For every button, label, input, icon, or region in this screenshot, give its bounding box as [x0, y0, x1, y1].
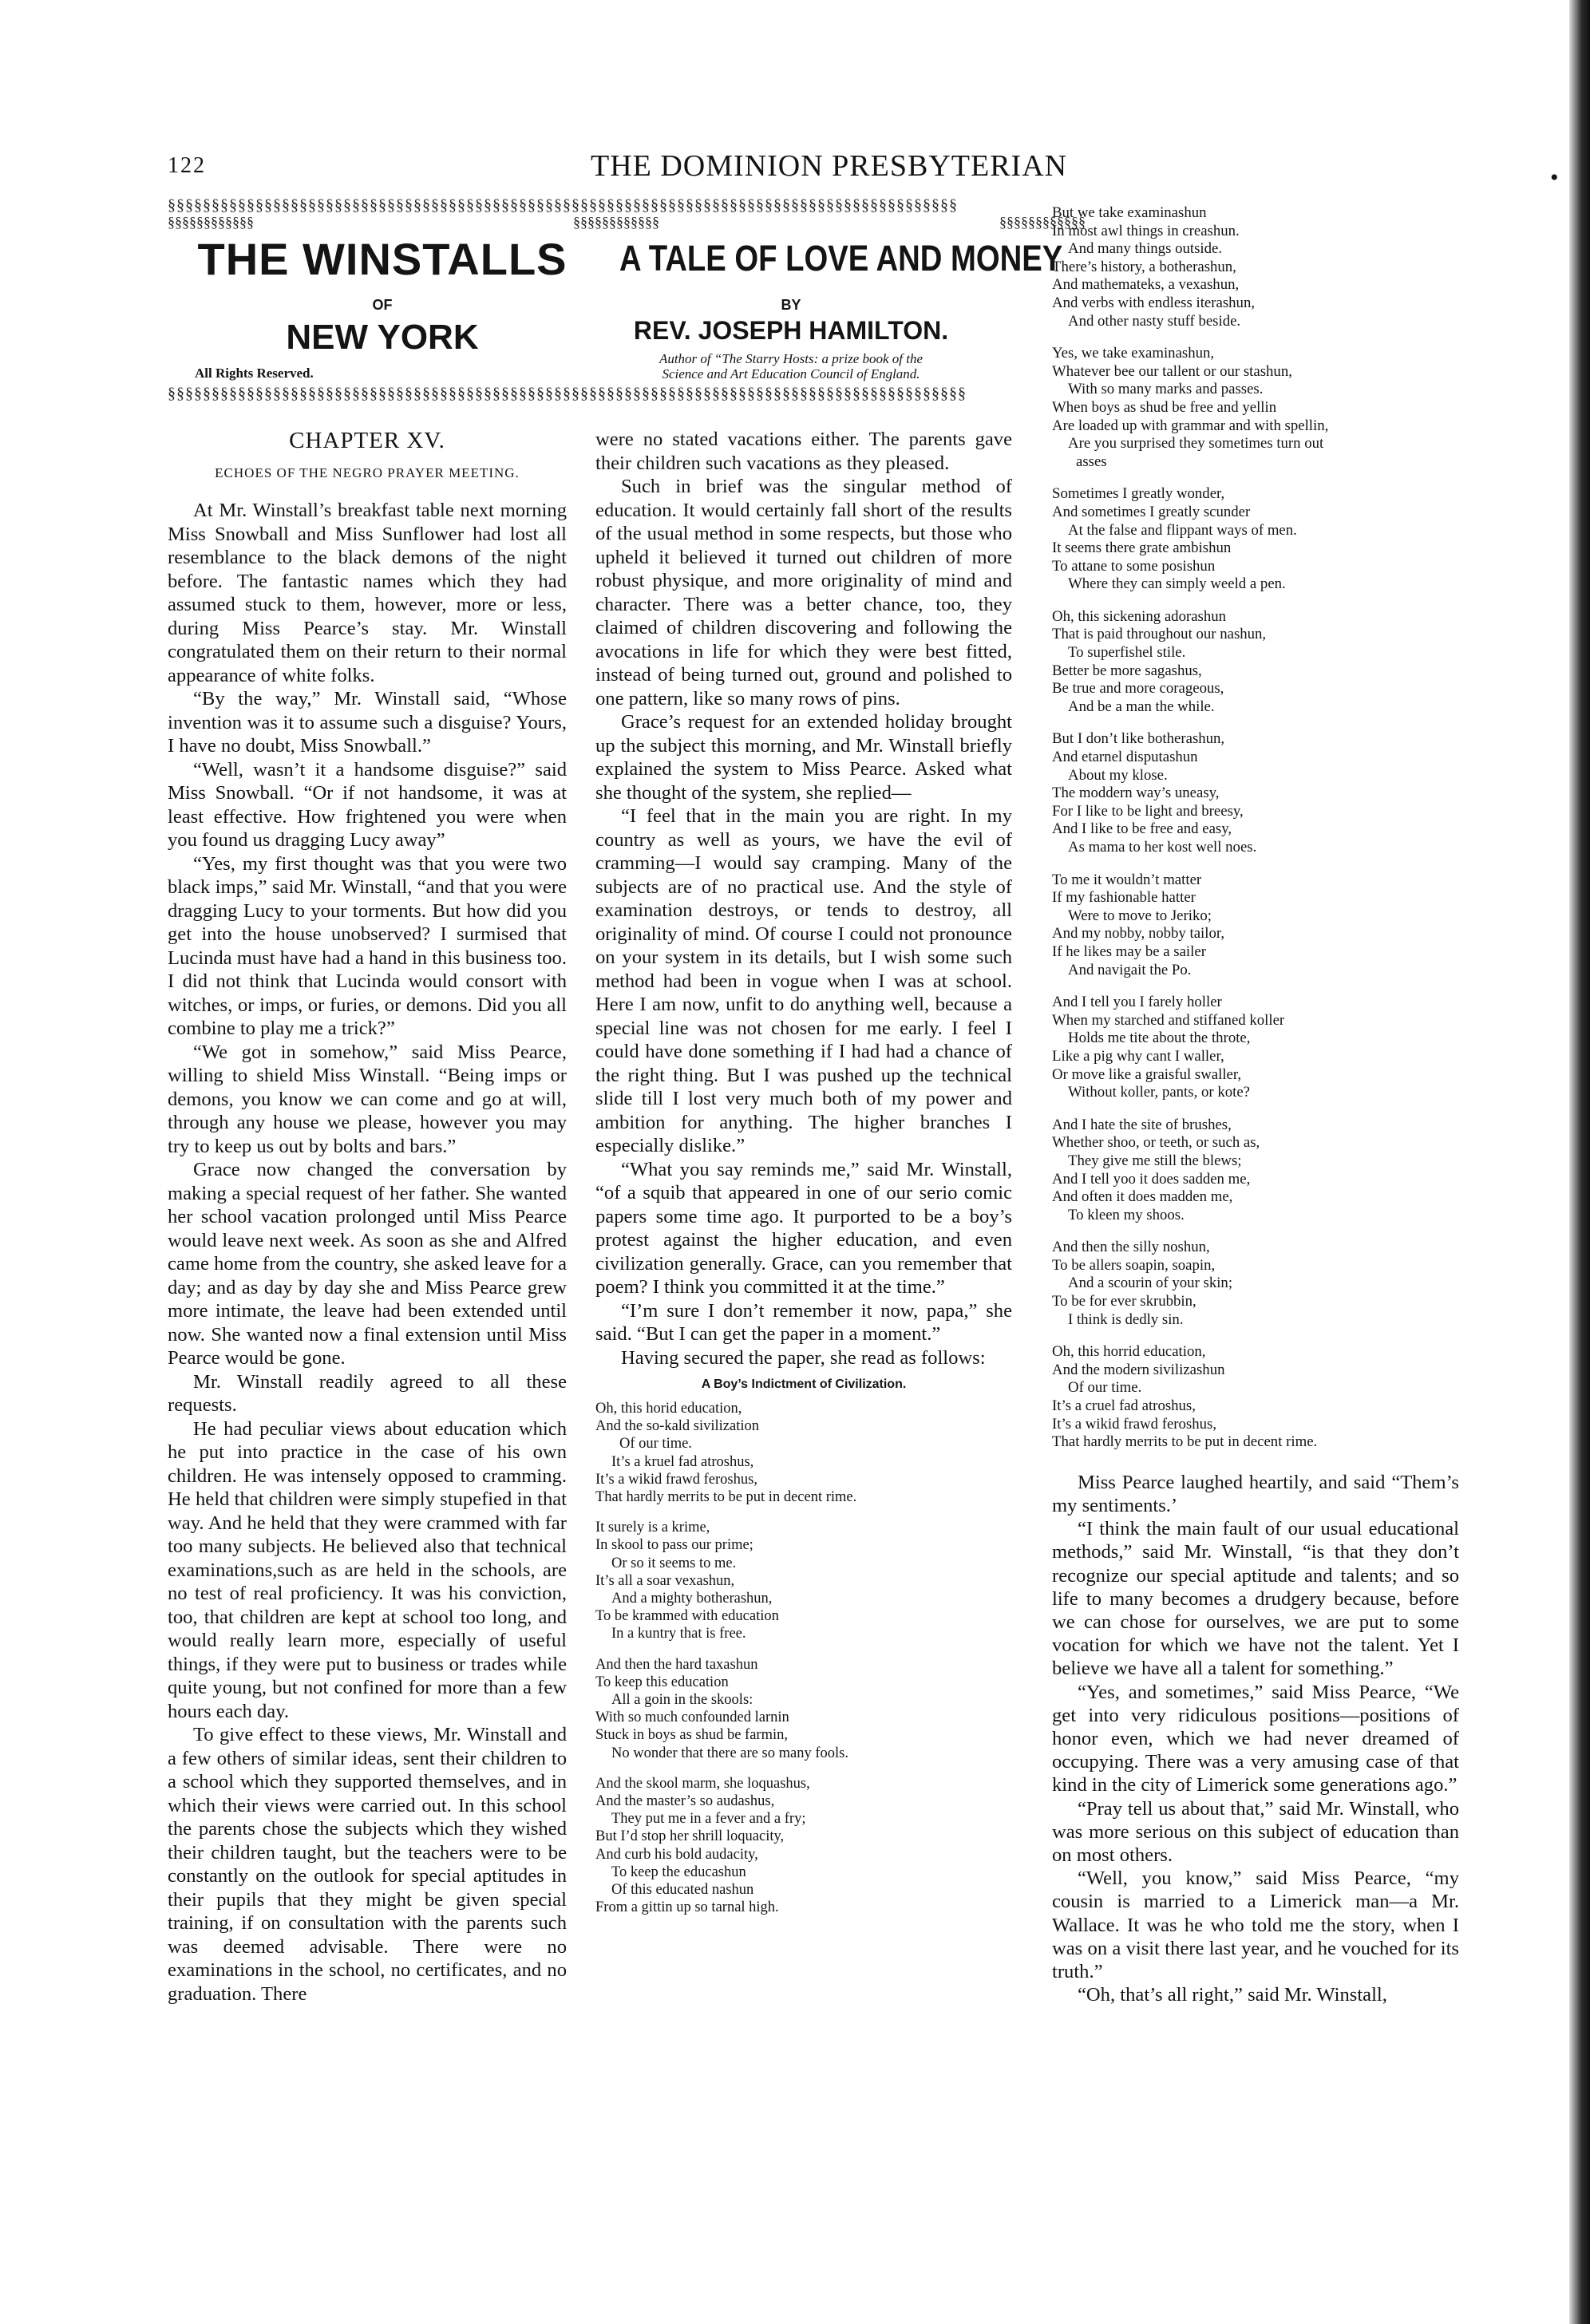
poem-stanza: [1052, 204, 1459, 330]
poem-line: To keep the educashun: [611, 1864, 746, 1880]
text-column-1: [168, 428, 567, 2006]
poem-line: In a kuntry that is free.: [611, 1626, 746, 1642]
paragraph: “What you say reminds me,” said Mr. Winstall, “of a squib that appeared in one of our serio comic papers some time ago. It purported to be a boy’s protest against the higher education, and even civilization generally. Grace, can you remember that poem? I think you committed it at the time.”: [595, 1158, 1012, 1298]
poem-stanza: [1052, 1343, 1459, 1452]
paragraph: Such in brief was the singular method of education. It would certainly fall short of the results of the usual method in some respects, but those who upheld it believed it turned out children of more robust physique, and more originality of mind and character. There was a better chance, too, they claimed of children discovering and following the avocations in life for which they were best fitted, instead of being turned out, ground and polished to one pattern, like so many rows of pins.: [595, 476, 1012, 709]
poem-line: But I don’t like botherashun,: [1052, 730, 1225, 748]
poem-line: Without koller, pants, or kote?: [1068, 1084, 1250, 1101]
poem-line: When boys as shud be free and yellin: [1052, 398, 1277, 416]
poem-line: Or move like a graisful swaller,: [1052, 1065, 1242, 1083]
chapter-heading: CHAPTER XV.: [289, 428, 445, 453]
poem-line: It’s a wikid frawd feroshus,: [595, 1471, 757, 1488]
poem-line: But I’d stop her shrill loquacity,: [595, 1828, 785, 1845]
paragraph: “Oh, that’s all right,” said Mr. Winstall,: [1078, 1984, 1387, 2006]
poem-line: And I tell yoo it does sadden me,: [1052, 1170, 1251, 1188]
paragraph: At Mr. Winstall’s breakfast table next morning Miss Snowball and Miss Sunflower had lost all resemblance to the black demons of the night before. The fantastic names which they had assumed stuck to them, however, more or less, during Miss Pearce’s stay. Mr. Winstall congratulated them on their return to their normal appearance of white folks.: [168, 500, 567, 686]
poem-stanza: [595, 1775, 1012, 1917]
poem-line: Stuck in boys as shud be farmin,: [595, 1727, 788, 1744]
poem-line: And the master’s so audashus,: [595, 1793, 775, 1810]
paragraph: Grace’s request for an extended holiday brought up the subject this morning, and Mr. Winstall briefly explained the system to Miss Pearce. Asked what she thought of the system, she replied—: [595, 711, 1012, 804]
poem-line: From a gittin up so tarnal high.: [595, 1899, 779, 1916]
poem-line: Of our time.: [1068, 1379, 1142, 1397]
poem-line: Where they can simply weeld a pen.: [1068, 575, 1286, 593]
poem-stanza: [1052, 1117, 1459, 1225]
poem-line: It’s all a soar vexashun,: [595, 1572, 735, 1589]
paragraph: To give effect to these views, Mr. Winstall and a few others of similar ideas, sent their children to a school which they supported themselves, and in which their views were carried out. In this school the parents chose the subjects which they wished their children taught, but the teachers were to be constantly on the outlook for special aptitudes in their pupils that they might be given special training, if on consultation with the parents such was deemed advisable. There were no examinations in the school, no certificates, and no graduation. There: [168, 1724, 567, 2005]
poem-line: Are loaded up with grammar and with spellin,: [1052, 417, 1329, 434]
poem-line: And I tell you I farely holler: [1052, 994, 1222, 1011]
poem-line: No wonder that there are so many fools.: [611, 1745, 848, 1761]
poem-line: It’s a kruel fad atroshus,: [611, 1453, 754, 1470]
poem-part-2: [1052, 204, 1459, 1452]
poem-line: And I like to be free and easy,: [1052, 820, 1232, 838]
poem-line: They give me still the blews;: [1068, 1152, 1242, 1169]
poem-stanza: [1052, 345, 1459, 471]
paragraph: “We got in somehow,” said Miss Pearce, willing to shield Miss Winstall. “Being imps or demons, you know we can come and go at will, through any house we please, however you may try to keep us out by bolts and bars.”: [168, 1041, 567, 1157]
scan-edge: [1569, 0, 1590, 2324]
poem-line: At the false and flippant ways of men.: [1068, 521, 1297, 539]
poem-line: To kleen my shoos.: [1068, 1206, 1185, 1223]
story-banner: [168, 196, 1086, 402]
column-3-body: [1052, 1471, 1459, 2007]
poem-stanza: [595, 1519, 1012, 1642]
paragraph: Miss Pearce laughed heartily, and said “Them’s my sentiments.’: [1052, 1471, 1459, 1517]
poem-line: The moddern way’s uneasy,: [1052, 785, 1220, 802]
poem-line: And mathemateks, a vexashun,: [1052, 276, 1240, 294]
paragraph: “I think the main fault of our usual educational methods,” said Mr. Winstall, “is that they don’t recognize our special aptitude and talents; and so life to many becomes a drudgery because, before we can chose for ourselves, we are put to some vocation for which we have not the talent. Yet I believe we have all a talent for something.”: [1052, 1518, 1459, 1680]
poem-stanza: [595, 1400, 1012, 1506]
rights-notice: All Rights Reserved.: [195, 366, 314, 381]
text-column-2: [595, 428, 1012, 1929]
poem-line: That hardly merrits to be put in decent rime.: [1052, 1433, 1318, 1451]
paragraph: “By the way,” Mr. Winstall said, “Whose invention was it to assume such a disguise? Yours, I have no doubt, Miss Snowball.”: [168, 688, 567, 757]
poem-line: And the so-kald sivilization: [595, 1418, 760, 1435]
paragraph: were no stated vacations either. The parents gave their children such vacations as they pleased.: [595, 429, 1012, 474]
poem-line: And navigait the Po.: [1068, 961, 1192, 978]
banner-title-line2: NEW YORK: [286, 318, 479, 357]
poem-line: If my fashionable hatter: [1052, 889, 1196, 907]
poem-line: And then the hard taxashun: [595, 1656, 758, 1673]
poem-line: Oh, this sickening adorashun: [1052, 607, 1227, 625]
paragraph: Having secured the paper, she read as follows:: [621, 1346, 986, 1369]
paragraph: “Well, wasn’t it a handsome disguise?” said Miss Snowball. “Or if not handsome, it was at least effective. How frightened you were when you found us dragging Lucy away”: [168, 758, 567, 851]
column-1-body: [168, 499, 567, 2006]
poem-part-1: [595, 1400, 1012, 1916]
poem-line: And many things outside.: [1068, 240, 1223, 258]
ornament-border-left: §§§§§§§§§§§§: [168, 214, 254, 230]
poem-line: To attane to some posishun: [1052, 557, 1216, 575]
poem-line: To be allers soapin, soapin,: [1052, 1256, 1216, 1274]
poem-line: To superfishel stile.: [1068, 644, 1186, 662]
poem-line: It seems there grate ambishun: [1052, 540, 1232, 557]
poem-line: It’s a cruel fad atroshus,: [1052, 1397, 1196, 1415]
paragraph: “I’m sure I don’t remember it now, papa,” she said. “But I can get the paper in a moment.”: [595, 1299, 1012, 1345]
paragraph: “Yes, my first thought was that you were two black imps,” said Mr. Winstall, “and that you were dragging Lucy to your torments. But how did you get into the house unobserved? I surmised that Lucinda must have had a hand in this business too. I did not think that Lucinda would consort with witches, or imps, or furies, or demons. Did you all combine to play me a trick?”: [168, 852, 567, 1039]
poem-line: Of this educated nashun: [611, 1882, 754, 1899]
poem-line: About my klose.: [1068, 766, 1168, 784]
poem-line: It surely is a krime,: [595, 1520, 710, 1536]
poem-line: And the skool marm, she loquashus,: [595, 1775, 810, 1792]
paragraph: Mr. Winstall readily agreed to all these requests.: [168, 1370, 567, 1416]
poem-line: Oh, this horid education,: [595, 1401, 742, 1417]
banner-subtitle: A TALE OF LOVE AND MONEY: [619, 238, 1063, 279]
column-2-body: [595, 428, 1012, 1370]
poem-line: Better be more sagashus,: [1052, 662, 1202, 679]
poem-line: When my starched and stiffaned koller: [1052, 1011, 1285, 1029]
poem-line: Holds me tite about the throte,: [1068, 1030, 1251, 1047]
poem-line: To be for ever skrubbin,: [1052, 1293, 1196, 1310]
ornament-border-right: §§§§§§§§§§§§: [999, 214, 1086, 230]
poem-stanza: [1052, 994, 1459, 1102]
poem-line: And the modern sivilizashun: [1052, 1361, 1225, 1378]
poem-stanza: [595, 1656, 1012, 1762]
banner-of: OF: [372, 297, 393, 313]
ornament-border-bottom: §§§§§§§§§§§§§§§§§§§§§§§§§§§§§§§§§§§§§§§§§§§§§§§§§§§§§§§§§§§§§§§§§§§§§§§§§§§§§§§§§§§§§§§§§§§: [168, 385, 967, 402]
poem-line: For I like to be light and breesy,: [1052, 802, 1244, 820]
poem-line: And a scourin of your skin;: [1068, 1275, 1233, 1292]
poem-line: They put me in a fever and a fry;: [611, 1811, 806, 1828]
poem-line: To be krammed with education: [595, 1608, 779, 1625]
poem-line: All a goin in the skools:: [611, 1692, 753, 1709]
poem-line: Like a pig why cant I waller,: [1052, 1047, 1224, 1065]
poem-line: asses: [1076, 453, 1107, 470]
poem-line: And be a man the while.: [1068, 698, 1215, 715]
poem-line: And then the silly noshun,: [1052, 1239, 1210, 1256]
paragraph: He had peculiar views about education which he put into practice in the case of his own children. He was intensely opposed to cramming. He held that children were simply stupefied in that way. And he held that they were crammed with far too many subjects. He believed also that technical examinations,such as are held in the schools, are no test of real proficiency. It was his conviction, too, that children are kept at school too long, and would really learn more, especially of useful things, if they were put to business or trades while quite young, but not confined for more than a few hours each day.: [168, 1417, 567, 1722]
poem-line: That hardly merrits to be put in decent rime.: [595, 1489, 857, 1506]
poem-line: Of our time.: [619, 1436, 692, 1452]
poem-line: With so many marks and passes.: [1068, 381, 1264, 398]
chapter-subheading: ECHOES OF THE NEGRO PRAYER MEETING.: [215, 465, 520, 480]
poem-line: But we take examinashun: [1052, 204, 1207, 221]
poem-stanza: [1052, 872, 1459, 980]
paragraph: “Yes, and sometimes,” said Miss Pearce, “We get into very ridiculous positions—positions of honor even, which we had never dreamed of occupying. There was a very amusing case of that kind in the city of Limerick some generations ago.”: [1052, 1681, 1459, 1796]
poem-line: And curb his bold audacity,: [595, 1846, 758, 1863]
page-number: 122: [168, 153, 206, 178]
poem-line: Are you surprised they sometimes turn out: [1068, 435, 1324, 453]
banner-by: BY: [781, 297, 801, 313]
text-column-3: [1052, 204, 1459, 2006]
poem-line: As mama to her kost well noes.: [1068, 839, 1257, 856]
poem-line: Or so it seems to me.: [611, 1555, 737, 1571]
ornament-border-middle: §§§§§§§§§§§§: [573, 214, 659, 230]
running-head: THE DOMINION PRESBYTERIAN: [591, 149, 1068, 183]
poem-line: And often it does madden me,: [1052, 1188, 1233, 1206]
margin-mark: •: [1550, 164, 1559, 191]
poem-line: And verbs with endless iterashun,: [1052, 294, 1256, 311]
poem-line: And etarnel disputashun: [1052, 749, 1198, 766]
author-credit-line1: Author of “The Starry Hosts: a prize book of the: [659, 351, 924, 366]
poem-line: In most awl things in creashun.: [1052, 222, 1240, 239]
banner-author: REV. JOSEPH HAMILTON.: [633, 316, 949, 345]
ornament-border-top: §§§§§§§§§§§§§§§§§§§§§§§§§§§§§§§§§§§§§§§§§§§§§§§§§§§§§§§§§§§§§§§§§§§§§§§§§§§§§§§§§§§§§§§§§§: [168, 196, 958, 214]
poem-line: And my nobby, nobby tailor,: [1052, 925, 1225, 943]
poem-line: It’s a wikid frawd feroshus,: [1052, 1415, 1217, 1433]
paragraph: “Pray tell us about that,” said Mr. Winstall, who was more serious on this subject of education than on most others.: [1052, 1797, 1459, 1867]
poem-line: Sometimes I greatly wonder,: [1052, 485, 1225, 503]
poem-stanza: [1052, 730, 1459, 856]
banner-title-line1: THE WINSTALLS: [197, 234, 568, 284]
poem-line: To keep this education: [595, 1674, 729, 1690]
poem-line: To me it wouldn’t matter: [1052, 871, 1202, 888]
poem-line: That is paid throughout our nashun,: [1052, 626, 1267, 643]
poem-line: Were to move to Jeriko;: [1068, 907, 1212, 924]
author-credit-line2: Science and Art Education Council of England.: [662, 366, 920, 381]
poem-line: Yes, we take examinashun,: [1052, 345, 1215, 362]
poem-line: With so much confounded larnin: [595, 1709, 789, 1726]
paragraph: “I feel that in the main you are right. In my country as well as yours, we have the evil of cramming—I would say cramping. Many of the subjects are of no practical use. And the style of examination destroys, or tends to destroy, all originality of mind. Of course I could not pronounce on your system in its details, but I wish some such method had been in vogue when I was at school. Here I am now, unfit to do anything well, because a special line was not chosen for me early. I feel I could have done something if I had had a chance of the right thing. But I was pushed up the technical slide till I lost very much both of my power and ambition for anything. The higher branches I especially dislike.”: [595, 805, 1012, 1156]
poem-line: There’s history, a botherashun,: [1052, 258, 1236, 275]
poem-line: Oh, this horrid education,: [1052, 1343, 1206, 1361]
poem-stanza: [1052, 608, 1459, 717]
poem-line: And a mighty botherashun,: [611, 1591, 773, 1607]
poem-line: And sometimes I greatly scunder: [1052, 503, 1251, 520]
poem-line: Be true and more corageous,: [1052, 680, 1224, 698]
poem-stanza: [1052, 1239, 1459, 1329]
poem-line: In skool to pass our prime;: [595, 1537, 753, 1554]
poem-line: And other nasty stuff beside.: [1068, 312, 1241, 330]
poem-stanza: [1052, 485, 1459, 594]
paragraph: Grace now changed the conversation by making a special request of her father. She wanted her school vacation prolonged until Miss Pearce would leave next week. As soon as she and Alfred came home from the country, she asked leave for a day; and as day by day she and Miss Pearce grew more intimate, the leave had been extended until now. She wanted now a final extension until Miss Pearce would be gone.: [168, 1159, 567, 1369]
poem-line: Whether shoo, or teeth, or such as,: [1052, 1134, 1260, 1152]
paragraph: “Well, you know,” said Miss Pearce, “my cousin is married to a Limerick man—a Mr. Wallace. It was he who told me the story, when I was on a visit there last year, and he vouched for its truth.”: [1052, 1868, 1459, 1983]
poem-title: A Boy’s Indictment of Civilization.: [701, 1377, 907, 1391]
poem-line: I think is dedly sin.: [1068, 1310, 1184, 1328]
poem-line: Whatever bee our tallent or our stashun,: [1052, 362, 1292, 380]
poem-line: If he likes may be a sailer: [1052, 943, 1206, 960]
author-credit: [589, 351, 993, 381]
poem-line: And I hate the site of brushes,: [1052, 1116, 1232, 1133]
